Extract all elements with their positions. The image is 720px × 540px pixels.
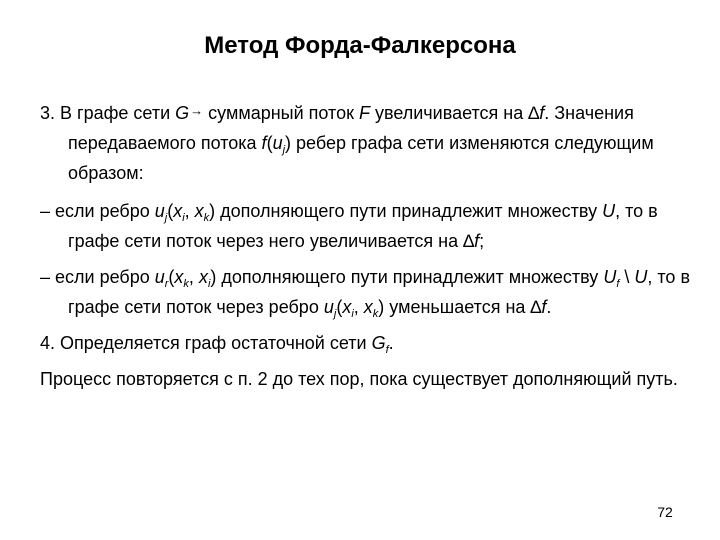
symbol-f: f bbox=[261, 133, 267, 153]
paragraph-step-3 bbox=[40, 96, 714, 188]
text: , то в графе сети поток через ребро bbox=[68, 267, 691, 317]
paragraph-repeat: Процесс повторяется с п. 2 до тех пор, пока существует дополняющий путь. bbox=[40, 369, 678, 389]
symbol-f: f bbox=[539, 103, 545, 123]
subscript-j: j bbox=[333, 308, 337, 320]
subscript-j: j bbox=[282, 144, 286, 156]
subscript-k: k bbox=[372, 308, 379, 320]
subscript-k: k bbox=[203, 212, 210, 224]
page-number: 72 bbox=[657, 504, 673, 520]
symbol-x: x bbox=[174, 267, 184, 287]
delta-symbol: ∆ bbox=[528, 103, 540, 123]
slide-body bbox=[40, 96, 714, 402]
paragraph-decrease-rule bbox=[40, 262, 714, 322]
comma: , bbox=[353, 297, 364, 317]
text: – если ребро bbox=[40, 267, 155, 287]
text: . bbox=[388, 333, 394, 353]
symbol-x: x bbox=[342, 297, 352, 317]
paren: ) bbox=[378, 297, 385, 317]
paren: ( bbox=[168, 267, 175, 287]
text: . bbox=[546, 297, 552, 317]
text: , то в графе сети поток через него увеличивается на bbox=[68, 201, 658, 251]
text: ; bbox=[479, 231, 485, 251]
symbol-u: u bbox=[154, 267, 165, 287]
symbol-u-set: U bbox=[634, 267, 648, 287]
text: дополняющего пути принадлежит множеству bbox=[216, 267, 604, 287]
delta-symbol: ∆ bbox=[463, 231, 475, 251]
subscript-i: i bbox=[182, 212, 185, 224]
text: . Значения передаваемого потока bbox=[68, 103, 634, 153]
paragraph-increase-rule bbox=[40, 196, 714, 256]
arrow-symbol: → bbox=[190, 103, 204, 118]
symbol-x: x bbox=[363, 297, 373, 317]
paren: ( bbox=[167, 201, 174, 221]
text: – если ребро bbox=[40, 201, 155, 221]
symbol-f: f bbox=[541, 297, 547, 317]
symbol-u: u bbox=[154, 201, 165, 221]
text: дополняющего пути принадлежит множеству bbox=[215, 201, 603, 221]
symbol-g: G bbox=[371, 333, 386, 353]
symbol-x: x bbox=[173, 201, 183, 221]
symbol-u: u bbox=[323, 297, 334, 317]
subscript-i: i bbox=[207, 278, 211, 290]
symbol-x: x bbox=[198, 267, 208, 287]
subscript-r: r bbox=[164, 278, 169, 290]
comma: , bbox=[188, 267, 199, 287]
symbol-f-total: F bbox=[358, 103, 370, 123]
symbol-f: f bbox=[474, 231, 480, 251]
text: 3. В графе сети bbox=[40, 103, 176, 123]
subscript-k: k bbox=[183, 278, 189, 290]
subscript-f: f bbox=[616, 278, 620, 290]
symbol-u: u bbox=[272, 133, 283, 153]
text: ребер графа сети изменяются следующим образом: bbox=[68, 133, 654, 183]
paren: ) bbox=[285, 133, 292, 153]
symbol-x: x bbox=[194, 201, 204, 221]
symbol-g: G bbox=[175, 103, 190, 123]
symbol-u-set: U bbox=[602, 201, 616, 221]
paren: ( bbox=[336, 297, 343, 317]
set-difference: \ bbox=[619, 267, 635, 287]
subscript-f: f bbox=[385, 344, 389, 356]
text: 4. Определяется граф остаточной сети bbox=[40, 333, 372, 353]
paragraph-step-4 bbox=[40, 328, 714, 358]
text: увеличивается на bbox=[369, 103, 529, 123]
delta-symbol: ∆ bbox=[530, 297, 542, 317]
paren: ) bbox=[210, 267, 217, 287]
paren: ) bbox=[209, 201, 216, 221]
paren: ( bbox=[266, 133, 273, 153]
symbol-u-set: U bbox=[603, 267, 617, 287]
text: уменьшается на bbox=[384, 297, 531, 317]
subscript-j: j bbox=[164, 212, 168, 224]
comma: , bbox=[184, 201, 195, 221]
text: суммарный поток bbox=[203, 103, 359, 123]
subscript-i: i bbox=[351, 308, 354, 320]
slide-title: Метод Форда-Фалкерсона bbox=[204, 32, 516, 59]
